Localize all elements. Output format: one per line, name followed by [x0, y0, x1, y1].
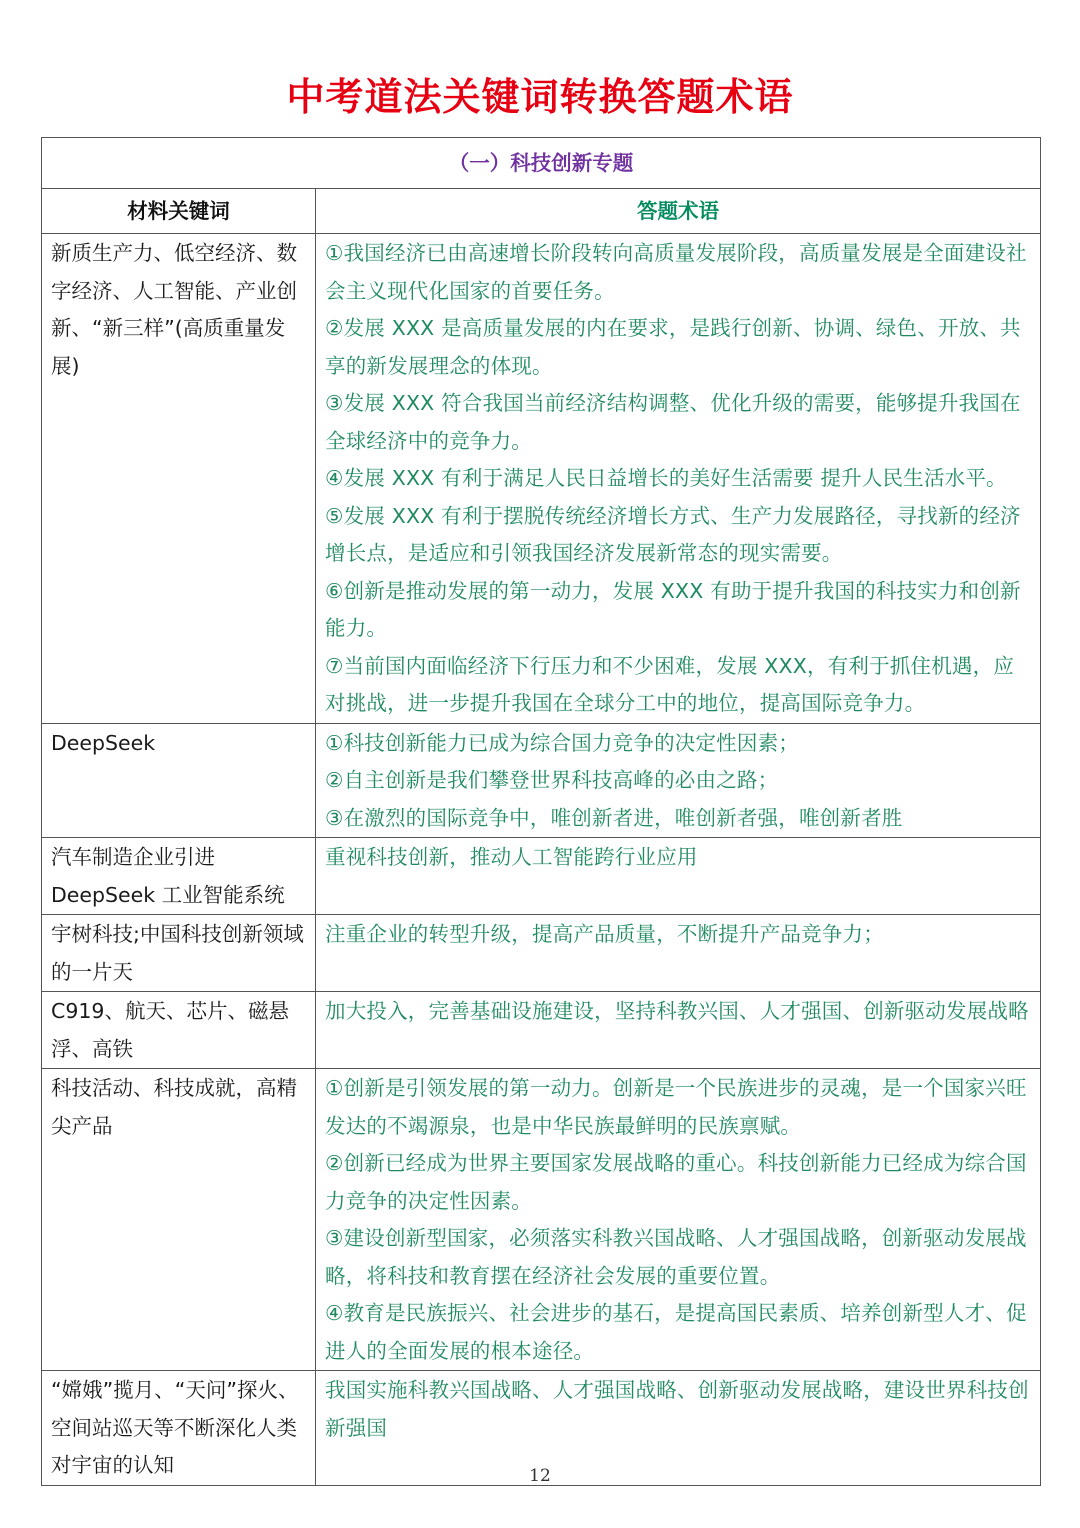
- table-row: [42, 723, 1041, 838]
- answer-item: ③发展 XXX 符合我国当前经济结构调整、优化升级的需要，能够提升我国在全球经济中的竞争力。: [325, 391, 1021, 453]
- table-row: [42, 1069, 1041, 1371]
- answer-item: 重视科技创新，推动人工智能跨行业应用: [325, 845, 698, 869]
- keyword-cell: DeepSeek: [42, 723, 316, 838]
- answer-item: ②发展 XXX 是高质量发展的内在要求，是践行创新、协调、绿色、开放、共享的新发展理念的体现。: [325, 316, 1021, 378]
- answer-cell: [316, 838, 1041, 915]
- answer-item: 注重企业的转型升级，提高产品质量，不断提升产品竞争力；: [325, 922, 884, 946]
- answer-cell: [316, 723, 1041, 838]
- keyword-cell: 科技活动、科技成就，高精尖产品: [42, 1069, 316, 1371]
- column-header-answer: 答题术语: [316, 189, 1041, 234]
- answer-cell: [316, 1069, 1041, 1371]
- table-row: [42, 838, 1041, 915]
- table-row: [42, 915, 1041, 992]
- answer-item: ①创新是引领发展的第一动力。创新是一个民族进步的灵魂，是一个国家兴旺发达的不竭源泉，也是中华民族最鲜明的民族禀赋。: [325, 1076, 1027, 1138]
- answer-item: ⑦当前国内面临经济下行压力和不少困难，发展 XXX，有利于抓住机遇，应对挑战，进一步提升我国在全球分工中的地位，提高国际竞争力。: [325, 653, 1015, 715]
- keyword-table: [41, 137, 1041, 1486]
- answer-cell: [316, 992, 1041, 1069]
- answer-cell: [316, 234, 1041, 724]
- column-header-keyword: 材料关键词: [42, 189, 316, 234]
- keyword-cell: 新质生产力、低空经济、数字经济、人工智能、产业创新、“新三样”(高质重量发展): [42, 234, 316, 724]
- answer-item: 我国实施科教兴国战略、人才强国战略、创新驱动发展战略，建设世界科技创新强国: [325, 1378, 1029, 1440]
- keyword-cell: “嫦娥”揽月、“天问”探火、空间站巡天等不断深化人类对宇宙的认知: [42, 1371, 316, 1486]
- answer-item: ③在激烈的国际竞争中，唯创新者进，唯创新者强，唯创新者胜: [325, 805, 903, 830]
- answer-item: ①我国经济已由高速增长阶段转向高质量发展阶段，高质量发展是全面建设社会主义现代化国家的首要任务。: [325, 241, 1027, 303]
- answer-item: ③建设创新型国家，必须落实科教兴国战略、人才强国战略，创新驱动发展战略，将科技和教育摆在经济社会发展的重要位置。: [325, 1226, 1027, 1288]
- keyword-cell: C919、航天、芯片、磁悬浮、高铁: [42, 992, 316, 1069]
- answer-cell: [316, 915, 1041, 992]
- answer-item: ②创新已经成为世界主要国家发展战略的重心。科技创新能力已经成为综合国力竞争的决定性因素。: [325, 1151, 1027, 1213]
- page-title: 中考道法关键词转换答题术语: [286, 75, 794, 119]
- table-row: [42, 234, 1041, 724]
- keyword-cell: 宇树科技;中国科技创新领域的一片天: [42, 915, 316, 992]
- answer-item: ②自主创新是我们攀登世界科技高峰的必由之路；: [325, 768, 779, 792]
- table-row: [42, 992, 1041, 1069]
- answer-item: ⑥创新是推动发展的第一动力，发展 XXX 有助于提升我国的科技实力和创新能力。: [325, 578, 1021, 640]
- answer-item: ④教育是民族振兴、社会进步的基石，是提高国民素质、培养创新型人才、促进人的全面发展的根本途径。: [325, 1301, 1027, 1363]
- answer-item: ④发展 XXX 有利于满足人民日益增长的美好生活需要 提升人民生活水平。: [325, 466, 1007, 490]
- answer-item: 加大投入，完善基础设施建设，坚持科教兴国、人才强国、创新驱动发展战略: [325, 999, 1029, 1023]
- page-number: 12: [529, 1466, 551, 1486]
- keyword-cell: 汽车制造企业引进 DeepSeek 工业智能系统: [42, 838, 316, 915]
- answer-item: ①科技创新能力已成为综合国力竞争的决定性因素；: [325, 730, 799, 755]
- answer-item: ⑤发展 XXX 有利于摆脱传统经济增长方式、生产力发展路径，寻找新的经济增长点，是适应和引领我国经济发展新常态的现实需要。: [325, 503, 1021, 565]
- section-title: （一）科技创新专题: [42, 138, 1041, 189]
